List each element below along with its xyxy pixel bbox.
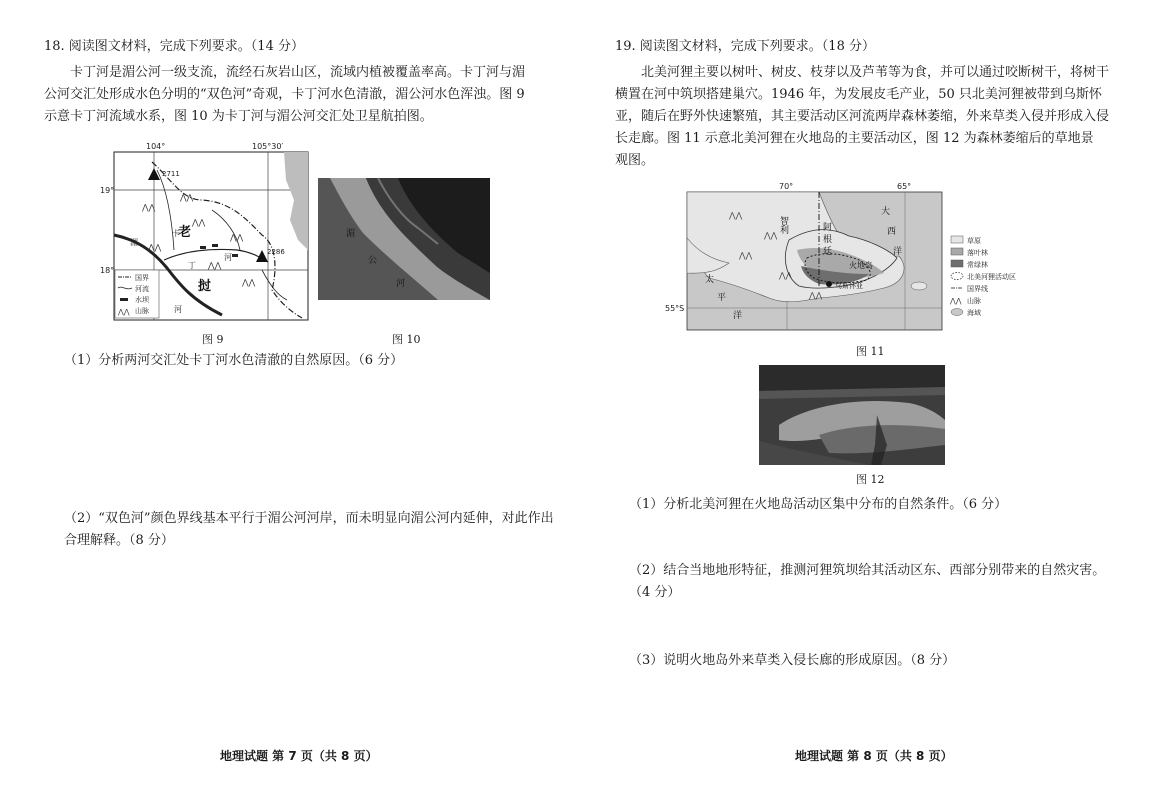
fig9-kadin-3: 河 bbox=[224, 253, 232, 262]
fig9-lon-104: 104° bbox=[146, 142, 166, 151]
fig11-label-argentina-2: 根 bbox=[823, 235, 833, 245]
svg-text:⋀⋀: ⋀⋀ bbox=[809, 291, 823, 300]
fig11-legend-mountain: 山脉 bbox=[967, 297, 981, 305]
fig9-lon-105-30: 105°30′ bbox=[252, 142, 284, 151]
fig10-label-he: 河 bbox=[396, 279, 406, 289]
fig11-label-pacific-2: 平 bbox=[717, 293, 727, 303]
fig11-legend-beaver-area: 北美河狸活动区 bbox=[967, 273, 1016, 281]
svg-text:⋀⋀: ⋀⋀ bbox=[764, 231, 778, 240]
figure-9-caption: 图 9 bbox=[202, 333, 224, 346]
fig9-kadin-1: 卡 bbox=[172, 229, 180, 238]
fig11-lon-65: 65° bbox=[897, 182, 912, 191]
page-8 bbox=[577, 0, 1154, 800]
page-7-footer: 地理试题 第 7 页（共 8 页） bbox=[220, 749, 378, 763]
svg-text:⋀⋀: ⋀⋀ bbox=[242, 278, 256, 287]
fig9-peak-2711: 2711 bbox=[162, 170, 180, 178]
svg-text:⋀⋀: ⋀⋀ bbox=[950, 297, 962, 305]
fig11-legend-sea: 海域 bbox=[967, 309, 981, 317]
fig11-legend-evergreen: 常绿林 bbox=[967, 261, 988, 269]
fig9-legend-river: 河流 bbox=[135, 285, 149, 293]
svg-text:⋀⋀: ⋀⋀ bbox=[230, 233, 244, 242]
svg-text:⋀⋀: ⋀⋀ bbox=[192, 218, 206, 227]
fig11-label-atlantic-1: 大 bbox=[881, 207, 891, 217]
q19-para-line-1: 北美河狸主要以树叶、树皮、枝芽以及芦苇等为食，并可以通过咬断树干，将树干 bbox=[641, 65, 1110, 80]
fig9-legend-mountain: 山脉 bbox=[135, 307, 149, 315]
fig11-label-pacific-1: 太 bbox=[705, 275, 715, 285]
q19-para-line-4: 长走廊。图 11 示意北美河狸在火地岛的主要活动区，图 12 为森林萎缩后的草地景 bbox=[615, 131, 1094, 146]
svg-text:⋀⋀: ⋀⋀ bbox=[739, 251, 753, 260]
fig11-label-pacific-3: 洋 bbox=[733, 311, 743, 321]
figure-10-satellite-photo bbox=[318, 178, 490, 300]
fig9-legend-border: 国界 bbox=[135, 274, 149, 282]
fig11-lon-70: 70° bbox=[779, 182, 794, 191]
fig11-label-argentina-3: 廷 bbox=[823, 247, 833, 257]
fig11-label-atlantic-3: 洋 bbox=[893, 247, 903, 257]
fig9-legend-dam: 水坝 bbox=[135, 296, 149, 304]
fig11-lat-55s: 55°S bbox=[665, 304, 685, 313]
svg-text:⋀⋀: ⋀⋀ bbox=[148, 243, 162, 252]
q18-title: 18. 阅读图文材料，完成下列要求。（14 分） bbox=[44, 39, 304, 54]
fig9-lao-2: 挝 bbox=[198, 279, 212, 294]
figure-12-photo bbox=[759, 365, 945, 465]
svg-text:⋀⋀: ⋀⋀ bbox=[729, 211, 743, 220]
figure-11-caption: 图 11 bbox=[856, 345, 885, 358]
fig11-label-chile: 智利 bbox=[778, 216, 788, 234]
fig9-lao-1: 老 bbox=[178, 225, 192, 240]
svg-text:⋀⋀: ⋀⋀ bbox=[779, 271, 793, 280]
svg-text:⋀⋀: ⋀⋀ bbox=[208, 261, 222, 270]
fig11-legend-deciduous: 落叶林 bbox=[967, 249, 988, 257]
fig9-lat-19: 19° bbox=[100, 186, 115, 195]
svg-text:⋀⋀: ⋀⋀ bbox=[118, 308, 130, 316]
fig9-kadin-2: 丁 bbox=[188, 261, 196, 270]
q19-para-line-5: 观图。 bbox=[615, 153, 655, 168]
fig9-mekong-2: 河 bbox=[174, 305, 182, 314]
figure-12-caption: 图 12 bbox=[856, 473, 885, 486]
q18-para-line-1: 卡丁河是湄公河一级支流，流经石灰岩山区，流域内植被覆盖率高。卡丁河与湄 bbox=[70, 65, 526, 80]
svg-text:⋀⋀: ⋀⋀ bbox=[142, 203, 156, 212]
figure-10-caption: 图 10 bbox=[392, 333, 421, 346]
fig11-label-atlantic-2: 西 bbox=[887, 227, 897, 237]
q18-sub-question-2-line-1: （2）“双色河”颜色界线基本平行于湄公河河岸，而未明显向湄公河内延伸，对此作出 bbox=[64, 511, 554, 526]
q18-sub-question-2-line-2: 合理解释。（8 分） bbox=[64, 533, 174, 548]
fig9-mekong-1: 湄 bbox=[130, 238, 138, 247]
q18-para-line-3: 示意卡丁河流域水系，图 10 为卡丁河与湄公河交汇处卫星航拍图。 bbox=[44, 109, 433, 124]
q19-title: 19. 阅读图文材料，完成下列要求。（18 分） bbox=[615, 39, 875, 54]
svg-text:⋀⋀: ⋀⋀ bbox=[180, 193, 194, 202]
fig11-label-ushuaia: 乌斯怀亚 bbox=[835, 282, 863, 290]
fig10-label-gong: 公 bbox=[368, 256, 378, 266]
fig11-label-island: 火地岛 bbox=[849, 261, 873, 270]
fig11-label-argentina-1: 阿 bbox=[823, 223, 833, 233]
q19-para-line-3: 亚，随后在野外快速繁殖，其主要活动区河流两岸森林萎缩，外来草类入侵并形成入侵 bbox=[615, 109, 1110, 124]
q18-para-line-2: 公河交汇处形成水色分明的“双色河”奇观，卡丁河水色清澈，湄公河水色浑浊。图 9 bbox=[44, 87, 525, 102]
figure-11-map bbox=[665, 178, 1059, 338]
fig10-label-mei: 湄 bbox=[346, 229, 356, 239]
q19-sub-question-3: （3）说明火地岛外来草类入侵长廊的形成原因。（8 分） bbox=[629, 653, 956, 668]
q19-sub-question-2-line-1: （2）结合当地地形特征，推测河狸筑坝给其活动区东、西部分别带来的自然灾害。 bbox=[629, 563, 1106, 578]
figure-9-map bbox=[100, 140, 312, 325]
q19-sub-question-2-line-2: （4 分） bbox=[629, 585, 681, 600]
q19-para-line-2: 横置在河中筑坝搭建巢穴。1946 年，为发展皮毛产业，50 只北美河狸被带到乌斯怀 bbox=[615, 87, 1102, 102]
page-8-footer: 地理试题 第 8 页（共 8 页） bbox=[795, 749, 953, 763]
fig11-legend-grassland: 草原 bbox=[967, 237, 981, 245]
fig11-legend-border: 国界线 bbox=[967, 285, 988, 293]
q18-sub-question-1: （1）分析两河交汇处卡丁河水色清澈的自然原因。（6 分） bbox=[64, 353, 404, 368]
fig9-lat-18: 18° bbox=[100, 266, 115, 275]
fig9-peak-2286: 2286 bbox=[267, 248, 285, 256]
q19-sub-question-1: （1）分析北美河狸在火地岛活动区集中分布的自然条件。（6 分） bbox=[629, 497, 1008, 512]
